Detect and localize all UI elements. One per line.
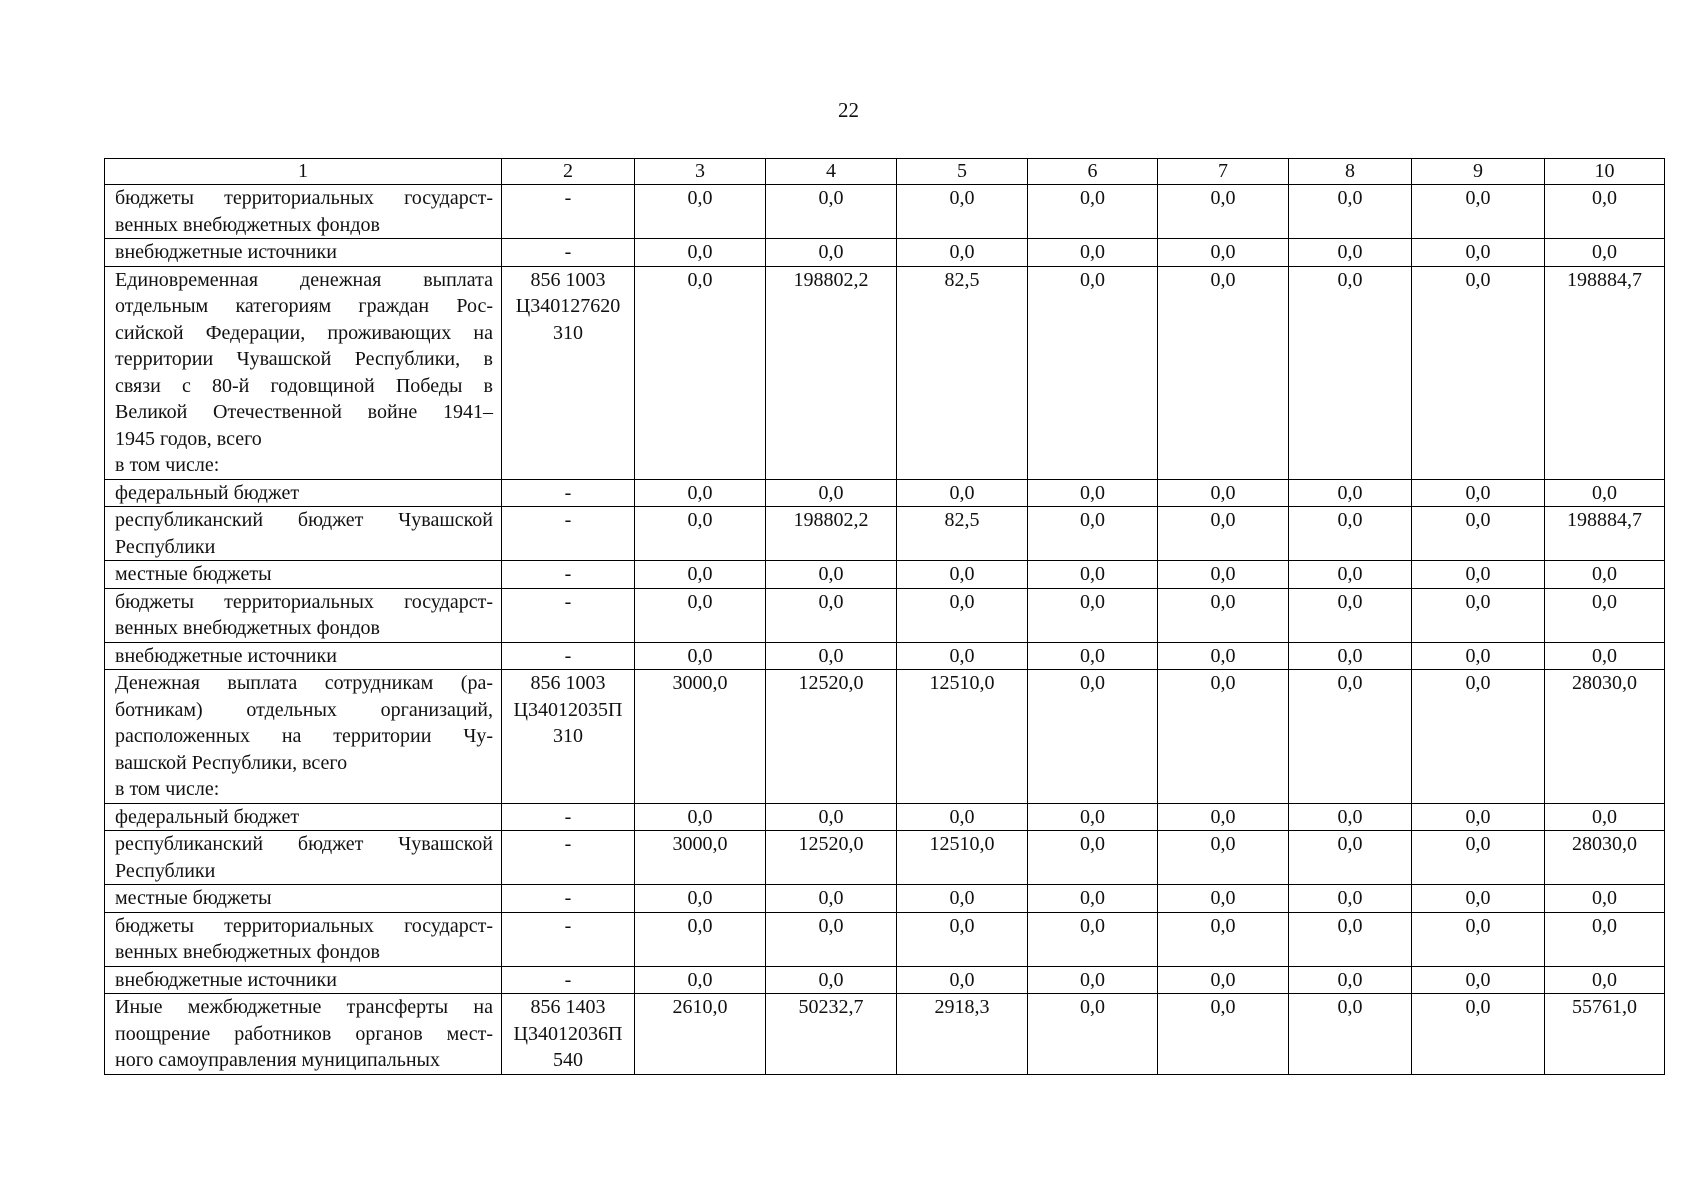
budget-code-line: - — [564, 968, 572, 991]
amount-cell: 2918,3 — [897, 994, 1028, 1075]
table-row — [105, 994, 1665, 1075]
table-row — [105, 670, 1665, 804]
amount-cell: 0,0 — [1158, 831, 1289, 885]
amount-cell: 0,0 — [1412, 670, 1545, 804]
column-number: 5 — [897, 159, 1028, 185]
amount-cell: 0,0 — [1158, 966, 1289, 994]
amount-cell: 0,0 — [1545, 885, 1665, 913]
amount-cell: 0,0 — [1028, 479, 1158, 507]
column-number: 8 — [1289, 159, 1412, 185]
row-description — [105, 803, 502, 831]
amount-cell: 0,0 — [1028, 670, 1158, 804]
table-row — [105, 479, 1665, 507]
description-line: федеральный бюджет — [115, 481, 300, 504]
amount-cell: 0,0 — [635, 588, 766, 642]
budget-code-line: - — [564, 187, 572, 209]
amount-cell: 0,0 — [897, 966, 1028, 994]
row-description — [105, 479, 502, 507]
amount-cell: 82,5 — [897, 507, 1028, 561]
row-description — [105, 885, 502, 913]
amount-cell: 0,0 — [766, 642, 897, 670]
amount-cell: 0,0 — [1412, 803, 1545, 831]
amount-cell: 0,0 — [635, 912, 766, 966]
amount-cell: 0,0 — [1289, 479, 1412, 507]
amount-cell: 0,0 — [635, 966, 766, 994]
description-line: Иные межбюджетные трансферты на — [115, 996, 493, 1018]
amount-cell: 0,0 — [1028, 966, 1158, 994]
budget-code-line: - — [564, 563, 572, 585]
amount-cell: 0,0 — [1545, 642, 1665, 670]
budget-code — [502, 642, 635, 670]
amount-cell: 0,0 — [766, 479, 897, 507]
budget-code-line: 310 — [553, 321, 583, 344]
amount-cell: 0,0 — [1028, 912, 1158, 966]
amount-cell: 55761,0 — [1545, 994, 1665, 1075]
amount-cell: 0,0 — [1028, 803, 1158, 831]
amount-cell: 0,0 — [1412, 588, 1545, 642]
budget-code-line: - — [564, 833, 572, 855]
description-line: связи с 80-й годовщиной Победы в — [115, 374, 493, 397]
amount-cell: 0,0 — [1158, 803, 1289, 831]
budget-code — [502, 912, 635, 966]
description-line: ботникам) отдельных организаций, — [115, 698, 493, 721]
amount-cell: 0,0 — [1289, 885, 1412, 913]
budget-code-line: 540 — [553, 1049, 583, 1071]
amount-cell: 0,0 — [1545, 966, 1665, 994]
table-row — [105, 803, 1665, 831]
amount-cell: 12520,0 — [766, 831, 897, 885]
amount-cell: 0,0 — [766, 588, 897, 642]
table-row — [105, 507, 1665, 561]
amount-cell: 0,0 — [1545, 561, 1665, 589]
amount-cell: 0,0 — [1028, 994, 1158, 1075]
budget-code-line: Ц34012035П — [513, 698, 623, 721]
row-description — [105, 185, 502, 239]
row-description — [105, 507, 502, 561]
amount-cell: 0,0 — [1289, 912, 1412, 966]
description-line: Республики — [115, 535, 216, 558]
table-row — [105, 588, 1665, 642]
amount-cell: 0,0 — [897, 642, 1028, 670]
table-row — [105, 912, 1665, 966]
budget-code-line: 856 1003 — [530, 268, 606, 291]
amount-cell: 50232,7 — [766, 994, 897, 1075]
amount-cell: 0,0 — [1028, 588, 1158, 642]
amount-cell: 0,0 — [766, 561, 897, 589]
amount-cell: 0,0 — [897, 885, 1028, 913]
amount-cell: 0,0 — [1412, 831, 1545, 885]
amount-cell: 0,0 — [635, 266, 766, 479]
amount-cell: 0,0 — [635, 185, 766, 239]
description-line: сийской Федерации, проживающих на — [115, 321, 493, 344]
description-line: местные бюджеты — [115, 887, 272, 909]
amount-cell: 0,0 — [1158, 479, 1289, 507]
amount-cell: 0,0 — [1289, 561, 1412, 589]
amount-cell: 198802,2 — [766, 507, 897, 561]
row-description — [105, 966, 502, 994]
amount-cell: 0,0 — [1545, 185, 1665, 239]
table-row — [105, 966, 1665, 994]
description-line: республиканский бюджет Чувашской — [115, 833, 493, 855]
budget-code-line: - — [564, 241, 572, 263]
amount-cell: 198802,2 — [766, 266, 897, 479]
budget-code — [502, 670, 635, 804]
budget-code — [502, 966, 635, 994]
amount-cell: 0,0 — [1158, 185, 1289, 239]
description-line: местные бюджеты — [115, 563, 272, 585]
amount-cell: 0,0 — [1412, 185, 1545, 239]
amount-cell: 0,0 — [766, 185, 897, 239]
column-number: 10 — [1545, 159, 1665, 185]
budget-code-line: 310 — [553, 725, 583, 747]
amount-cell: 0,0 — [1158, 994, 1289, 1075]
description-line: Единовременная денежная выплата — [115, 268, 493, 291]
description-line: внебюджетные источники — [115, 968, 337, 991]
column-number: 6 — [1028, 159, 1158, 185]
amount-cell: 198884,7 — [1545, 266, 1665, 479]
amount-cell: 0,0 — [766, 912, 897, 966]
amount-cell: 0,0 — [1412, 885, 1545, 913]
amount-cell: 0,0 — [897, 588, 1028, 642]
description-line: бюджеты территориальных государст- — [115, 590, 493, 613]
amount-cell: 0,0 — [1289, 831, 1412, 885]
description-line: федеральный бюджет — [115, 805, 300, 828]
amount-cell: 0,0 — [1158, 885, 1289, 913]
amount-cell: 0,0 — [897, 561, 1028, 589]
row-description — [105, 994, 502, 1075]
description-line: республиканский бюджет Чувашской — [115, 509, 493, 531]
description-line: отдельным категориям граждан Рос- — [115, 295, 493, 317]
amount-cell: 0,0 — [766, 966, 897, 994]
description-line: поощрение работников органов мест- — [115, 1022, 493, 1045]
column-number-row — [105, 159, 1665, 185]
description-line: Денежная выплата сотрудникам (ра- — [115, 672, 493, 694]
amount-cell: 0,0 — [1028, 885, 1158, 913]
budget-code — [502, 239, 635, 267]
amount-cell: 0,0 — [1545, 912, 1665, 966]
amount-cell: 0,0 — [897, 185, 1028, 239]
row-description — [105, 642, 502, 670]
amount-cell: 0,0 — [1158, 561, 1289, 589]
amount-cell: 0,0 — [1412, 239, 1545, 267]
amount-cell: 0,0 — [897, 803, 1028, 831]
amount-cell: 12510,0 — [897, 831, 1028, 885]
column-number: 1 — [105, 159, 502, 185]
description-line: вашской Республики, всего — [115, 751, 348, 774]
amount-cell: 0,0 — [635, 885, 766, 913]
row-description — [105, 831, 502, 885]
budget-code — [502, 479, 635, 507]
budget-code — [502, 185, 635, 239]
amount-cell: 0,0 — [1158, 588, 1289, 642]
amount-cell: 0,0 — [1412, 966, 1545, 994]
budget-code — [502, 507, 635, 561]
budget-code — [502, 561, 635, 589]
budget-code — [502, 266, 635, 479]
amount-cell: 0,0 — [1545, 479, 1665, 507]
amount-cell: 0,0 — [1289, 994, 1412, 1075]
amount-cell: 0,0 — [1545, 803, 1665, 831]
row-description — [105, 266, 502, 479]
table-row — [105, 561, 1665, 589]
amount-cell: 0,0 — [1545, 239, 1665, 267]
amount-cell: 0,0 — [635, 561, 766, 589]
amount-cell: 0,0 — [1289, 642, 1412, 670]
column-number: 7 — [1158, 159, 1289, 185]
description-line: расположенных на территории Чу- — [115, 725, 493, 747]
table-row — [105, 266, 1665, 479]
table-row — [105, 885, 1665, 913]
amount-cell: 0,0 — [1158, 642, 1289, 670]
table-row — [105, 642, 1665, 670]
description-line: в том числе: — [115, 778, 220, 800]
budget-code-line: - — [564, 509, 572, 531]
description-line: бюджеты территориальных государст- — [115, 914, 493, 937]
amount-cell: 12510,0 — [897, 670, 1028, 804]
amount-cell: 0,0 — [635, 239, 766, 267]
amount-cell: 0,0 — [766, 885, 897, 913]
amount-cell: 0,0 — [1412, 994, 1545, 1075]
row-description — [105, 239, 502, 267]
amount-cell: 12520,0 — [766, 670, 897, 804]
table-row — [105, 239, 1665, 267]
row-description — [105, 561, 502, 589]
column-number: 3 — [635, 159, 766, 185]
budget-code-line: - — [564, 805, 572, 828]
amount-cell: 0,0 — [1412, 479, 1545, 507]
amount-cell: 0,0 — [1412, 266, 1545, 479]
amount-cell: 0,0 — [1545, 588, 1665, 642]
amount-cell: 0,0 — [766, 239, 897, 267]
amount-cell: 0,0 — [635, 479, 766, 507]
amount-cell: 0,0 — [1158, 912, 1289, 966]
description-line: венных внебюджетных фондов — [115, 941, 380, 963]
row-description — [105, 912, 502, 966]
amount-cell: 0,0 — [635, 507, 766, 561]
amount-cell: 0,0 — [1412, 912, 1545, 966]
description-line: Республики — [115, 859, 216, 882]
budget-code — [502, 885, 635, 913]
column-number: 2 — [502, 159, 635, 185]
budget-code — [502, 994, 635, 1075]
amount-cell: 3000,0 — [635, 670, 766, 804]
amount-cell: 0,0 — [1289, 239, 1412, 267]
amount-cell: 0,0 — [1289, 803, 1412, 831]
amount-cell: 3000,0 — [635, 831, 766, 885]
column-number: 9 — [1412, 159, 1545, 185]
amount-cell: 28030,0 — [1545, 670, 1665, 804]
amount-cell: 198884,7 — [1545, 507, 1665, 561]
amount-cell: 0,0 — [1028, 185, 1158, 239]
amount-cell: 0,0 — [1158, 239, 1289, 267]
budget-code-line: - — [564, 914, 572, 937]
amount-cell: 0,0 — [897, 479, 1028, 507]
row-description — [105, 670, 502, 804]
row-description — [105, 588, 502, 642]
budget-code — [502, 803, 635, 831]
amount-cell: 0,0 — [1289, 670, 1412, 804]
amount-cell: 0,0 — [635, 803, 766, 831]
budget-code-line: Ц34012036П — [513, 1022, 623, 1045]
description-line: территории Чувашской Республики, в — [115, 348, 493, 370]
amount-cell: 0,0 — [766, 803, 897, 831]
budget-code-line: - — [564, 887, 572, 909]
description-line: в том числе: — [115, 454, 220, 476]
amount-cell: 0,0 — [897, 239, 1028, 267]
description-line: Великой Отечественной войне 1941– — [115, 401, 493, 423]
amount-cell: 0,0 — [1412, 561, 1545, 589]
amount-cell: 0,0 — [1412, 642, 1545, 670]
page-number: 22 — [838, 98, 859, 122]
amount-cell: 0,0 — [1289, 966, 1412, 994]
amount-cell: 0,0 — [1289, 507, 1412, 561]
table-row — [105, 185, 1665, 239]
budget-table — [104, 158, 1665, 1075]
description-line: внебюджетные источники — [115, 241, 337, 263]
amount-cell: 0,0 — [1158, 507, 1289, 561]
amount-cell: 0,0 — [1158, 670, 1289, 804]
amount-cell: 0,0 — [1028, 642, 1158, 670]
amount-cell: 0,0 — [1289, 185, 1412, 239]
budget-code-line: 856 1403 — [530, 996, 606, 1018]
amount-cell: 82,5 — [897, 266, 1028, 479]
column-number: 4 — [766, 159, 897, 185]
budget-code-line: - — [564, 644, 572, 667]
description-line: ного самоуправления муниципальных — [115, 1049, 440, 1071]
amount-cell: 0,0 — [1028, 831, 1158, 885]
description-line: венных внебюджетных фондов — [115, 213, 380, 236]
amount-cell: 0,0 — [1028, 507, 1158, 561]
amount-cell: 0,0 — [635, 642, 766, 670]
amount-cell: 0,0 — [1028, 266, 1158, 479]
description-line: венных внебюджетных фондов — [115, 617, 380, 639]
budget-code — [502, 588, 635, 642]
budget-code-line: - — [564, 590, 572, 613]
amount-cell: 0,0 — [897, 912, 1028, 966]
amount-cell: 0,0 — [1412, 507, 1545, 561]
amount-cell: 0,0 — [1158, 266, 1289, 479]
amount-cell: 0,0 — [1028, 239, 1158, 267]
description-line: бюджеты территориальных государст- — [115, 187, 493, 209]
description-line: 1945 годов, всего — [115, 427, 262, 450]
amount-cell: 0,0 — [1289, 588, 1412, 642]
budget-code-line: - — [564, 481, 572, 504]
budget-code-line: 856 1003 — [530, 672, 606, 694]
budget-code — [502, 831, 635, 885]
amount-cell: 0,0 — [1289, 266, 1412, 479]
table-row — [105, 831, 1665, 885]
amount-cell: 28030,0 — [1545, 831, 1665, 885]
description-line: внебюджетные источники — [115, 644, 337, 667]
amount-cell: 2610,0 — [635, 994, 766, 1075]
amount-cell: 0,0 — [1028, 561, 1158, 589]
budget-code-line: Ц340127620 — [515, 295, 621, 317]
